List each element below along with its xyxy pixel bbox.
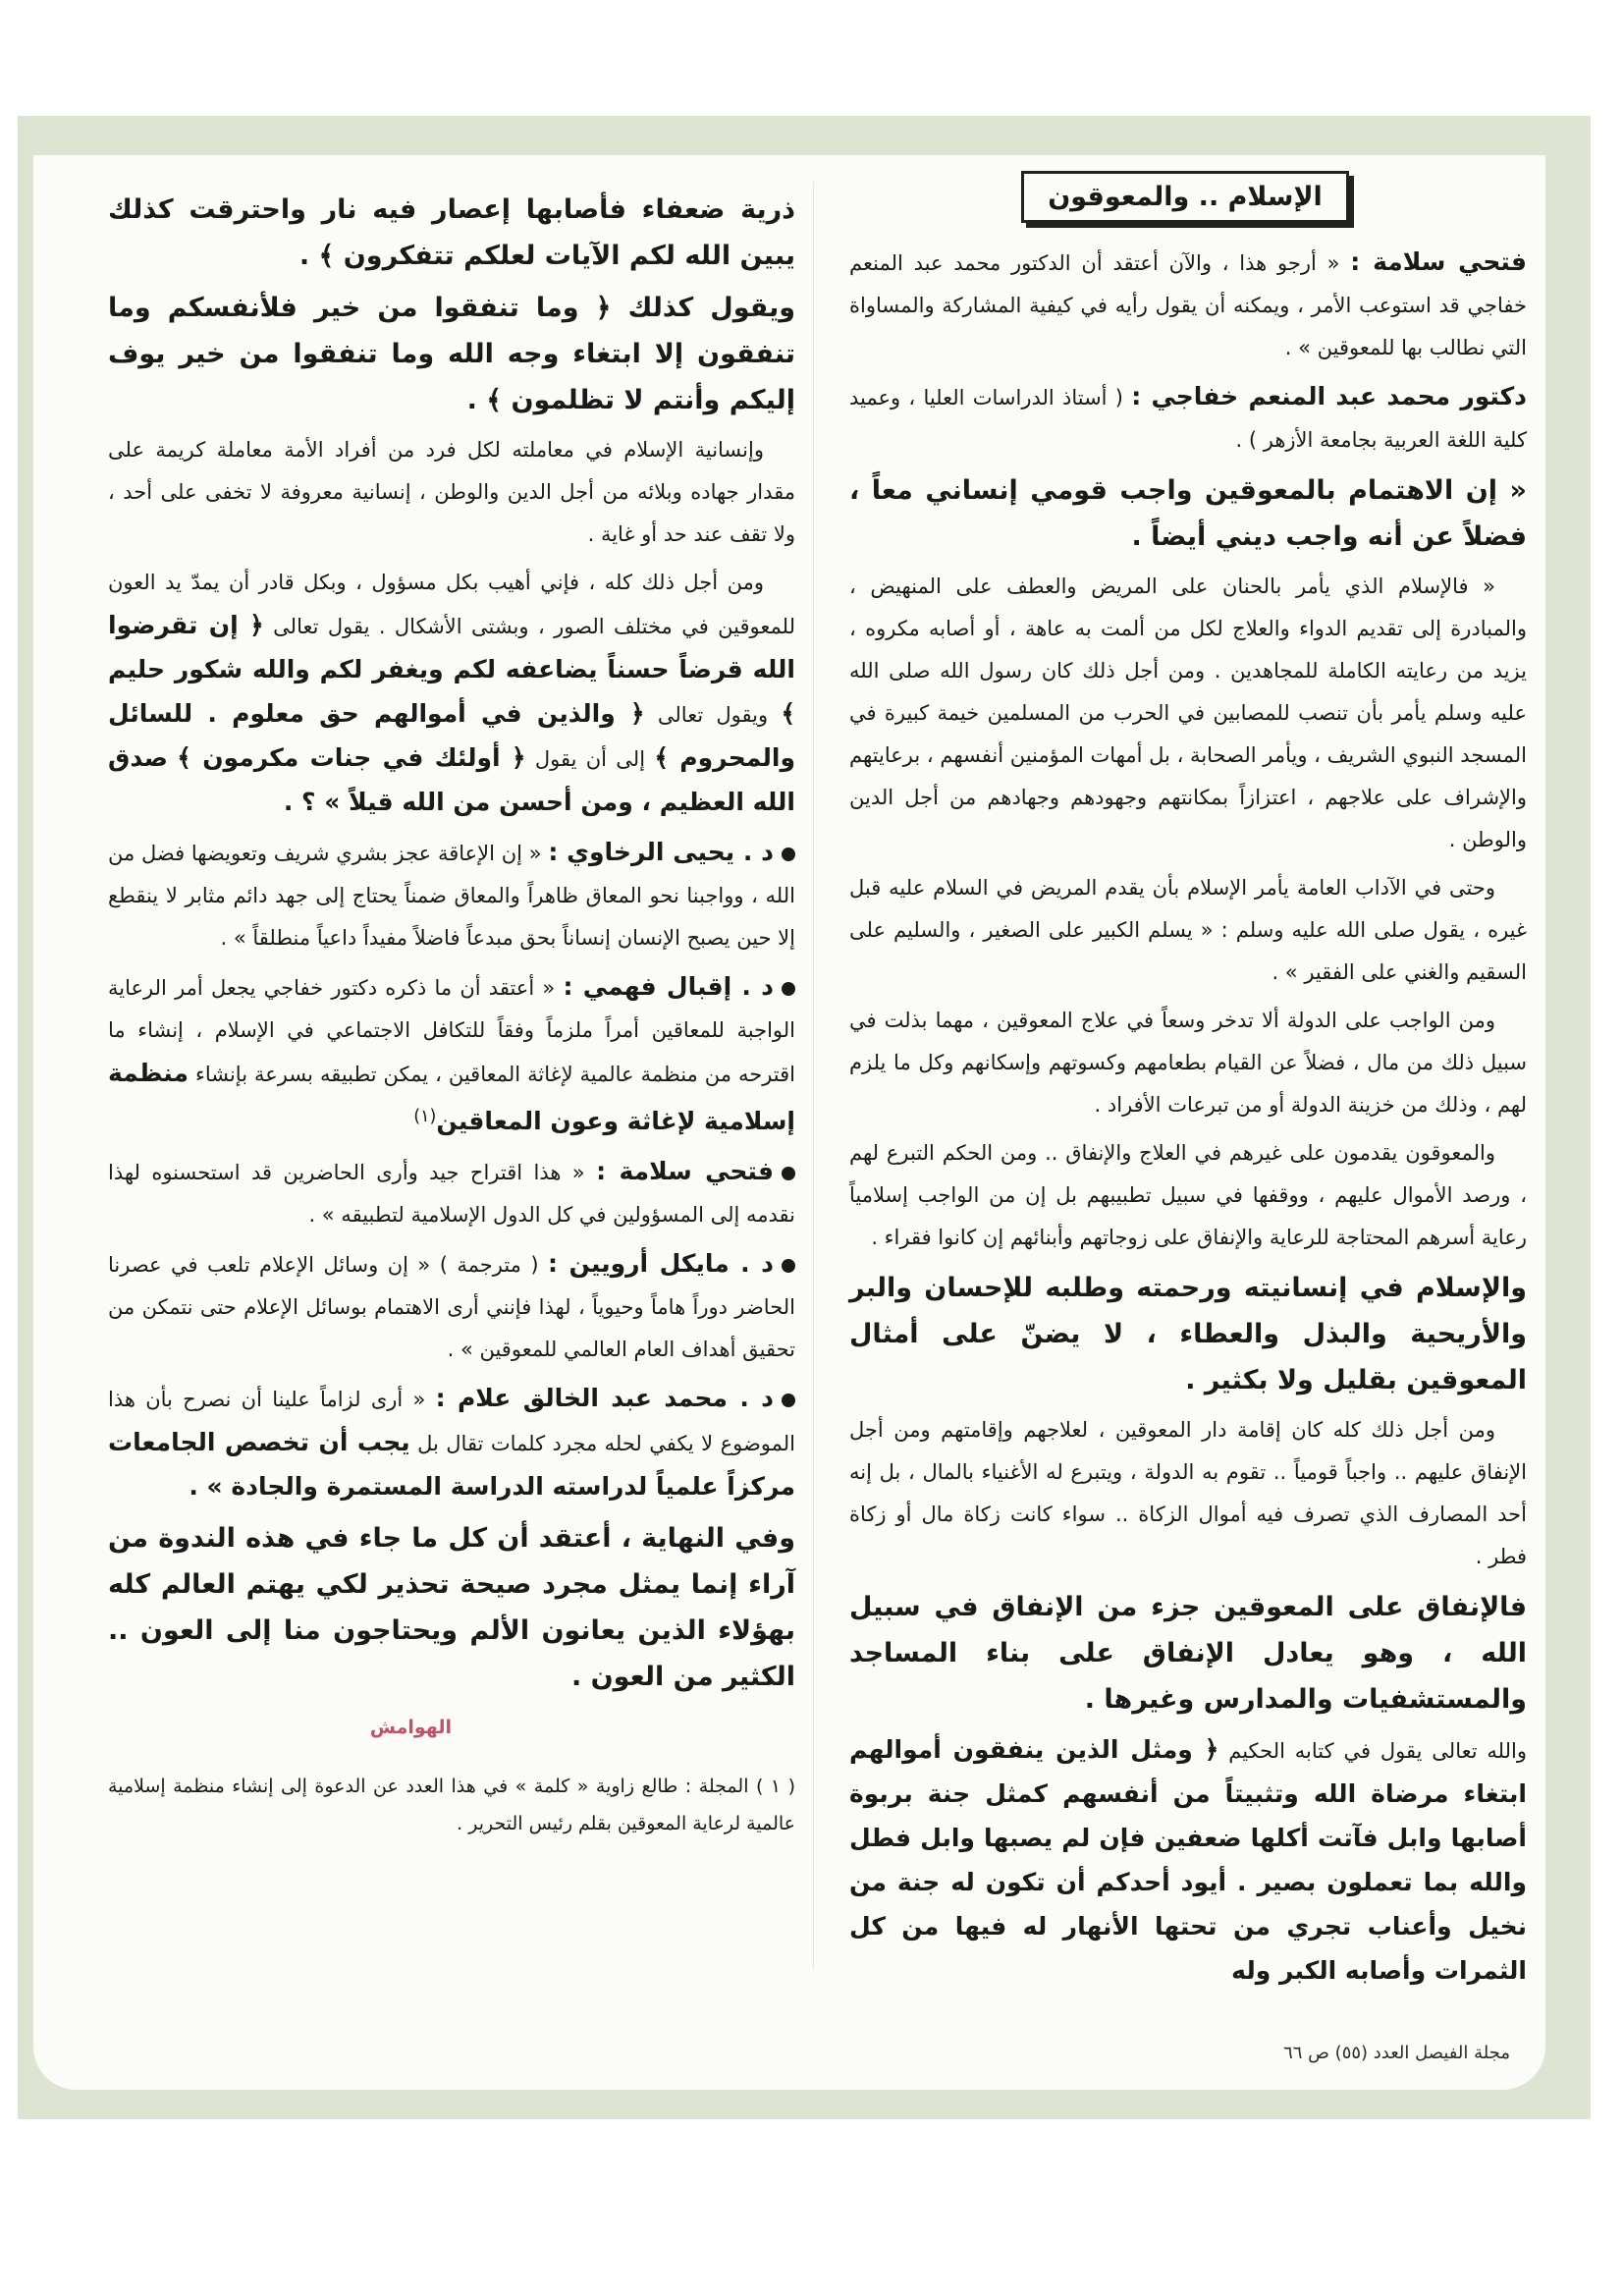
closing-text: صدق الله العظيم ، ومن أحسن من الله قيلاً » ؟ . [108, 743, 795, 816]
speaker-paragraph [108, 965, 795, 1144]
paragraph-text: « إن الإعاقة عجز بشري شريف وتعويضها فضل من الله ، وواجبنا نحو المعاق ظاهراً والمعاق ضمناً يحتاج إلى جهد دائم مثابر لا ينقطع إلا حين يصبح الإنسان إنساناً بحق مبدعاً فاضلاً مفيداً داعياً منطلقاً » . [108, 842, 795, 950]
paragraph-text: « أرى لزاماً علينا أن نصرح بأن هذا الموضوع لا يكفي لحله مجرد كلمات تقال بل [108, 1388, 795, 1455]
quran-quote: ﴿ إن تقرضوا الله قرضاً حسناً يضاعفه لكم ويغفر لكم والله شكور حليم ﴾ [108, 611, 795, 728]
paragraph [849, 241, 1527, 369]
paragraph [849, 375, 1527, 462]
left-column [108, 187, 795, 1706]
speaker-name: فتحي سلامة : [1350, 247, 1527, 276]
speaker-name: دكتور محمد عبد المنعم خفاجي : [1131, 382, 1527, 410]
paragraph: ومن أجل ذلك كله كان إقامة دار المعوقين ، لعلاجهم وإقامتهم ومن أجل الإنفاق عليهم .. واجباً قومياً .. تقوم به الدولة ، ويتبرع له الأغنياء بالمال ، بل إنه أحد المصارف الذي تصرف فيه أموال الزكاة .. سواء كانت زكاة مال أو زكاة فطر . [849, 1418, 1527, 1568]
quran-quote: ﴿ والذين في أموالهم حق معلوم . للسائل والمحروم ﴾ [108, 699, 795, 772]
highlight-paragraph: ويقول كذلك ﴿ وما تنفقوا من خير فلأنفسكم وما تنفقون إلا ابتغاء وجه الله وما تنفقوا من خير يوف إليكم وأنتم لا تظلمون ﴾ . [108, 293, 795, 415]
right-column [849, 167, 1527, 1999]
paragraph-text: ( مترجمة ) « إن وسائل الإعلام تلعب في عصرنا الحاضر دوراً هاماً وحيوياً ، لهذا فإنني أرى الاهتمام بوسائل الإعلام حتى نتمكن من تحقيق أهداف العام العالمي للمعوقين » . [108, 1253, 795, 1361]
highlight-paragraph: « إن الاهتمام بالمعوقين واجب قومي إنساني معاً ، فضلاً عن أنه واجب ديني أيضاً . [849, 475, 1527, 552]
title-wrap [849, 167, 1527, 241]
bullet-icon [782, 847, 795, 861]
quran-quote: ﴿ ومثل الذين ينفقون أموالهم ابتغاء مرضاة الله وتثبيتاً من أنفسهم كمثل جنة بربوة أصابها وابل فآتت أكلها ضعفين فإن لم يصبها وابل فطل والله بما تعملون بصير . أيود أحدكم أن تكون له جنة من نخيل وأعناب تجري من تحتها الأنهار له فيها من كل الثمرات وأصابه الكبر وله [849, 1735, 1527, 1985]
paragraph-text: ومن أجل ذلك كله ، فإني أهيب بكل مسؤول ، وبكل قادر أن يمدّ يد العون للمعوقين في مختلف الصور ، وبشتى الأشكال . يقول تعالى [108, 571, 795, 638]
quran-quote: ﴿ أولئك في جنات مكرمون ﴾ [177, 743, 526, 772]
conclusion-paragraph: وفي النهاية ، أعتقد أن كل ما جاء في هذه الندوة من آراء إنما يمثل مجرد صيحة تحذير لكي يهتم العالم كله بهؤلاء الذين يعانون الألم ويحتاجون منا إلى العون .. الكثير من العون . [108, 1523, 795, 1692]
paragraph: « فالإسلام الذي يأمر بالحنان على المريض والعطف على المنهيض ، والمبادرة إلى تقديم الدواء والعلاج لكل من ألمت به عاهة ، أو أصابه مكروه ، يزيد من رعايته الكاملة للمجاهدين . ومن أجل ذلك كان رسول الله صلى الله عليه وسلم يأمر بأن تنصب للمصابين في الحرب من المسلمين خيمة كبيرة في المسجد النبوي الشريف ، ويأمر الصحابة ، بل أمهات المؤمنين أنفسهم ، برعايتهم والإشراف على علاجهم ، اعتزازاً بمكانتهم وجهودهم وجهادهم من أجل الدين والوطن . [849, 574, 1527, 851]
page-footer: مجلة الفيصل العدد (٥٥) ص ٦٦ [1283, 2043, 1510, 2063]
footnote-text: ( ١ ) المجلة : طالع زاوية « كلمة » في هذا العدد عن الدعوة إلى إنشاء منظمة إسلامية عالمية لرعاية المعوقين بقلم رئيس التحرير . [108, 1776, 796, 1834]
paragraph: وإنسانية الإسلام في معاملته لكل فرد من أفراد الأمة معاملة كريمة على مقدار جهاده وبلائه من أجل الدين والوطن ، إنسانية معروفة لا تخفى على أحد ، ولا تقف عند حد أو غاية . [108, 438, 795, 546]
speaker-paragraph [108, 1377, 795, 1509]
column-divider [813, 182, 814, 1969]
speaker-name: د . إقبال فهمي : [563, 972, 774, 1001]
bullet-icon [782, 982, 795, 996]
paragraph-text: « أرجو هذا ، والآن أعتقد أن الدكتور محمد عبد المنعم خفاجي قد استوعب الأمر ، ويمكنه أن يقول رأيه في كيفية المشاركة والمساواة التي نطالب بها للمعوقين » . [849, 251, 1527, 359]
speaker-paragraph [108, 831, 795, 959]
paragraph [849, 1728, 1527, 1994]
speaker-name: د . مايكل أرويين : [548, 1249, 774, 1278]
article-title: الإسلام .. والمعوقون [1021, 171, 1349, 223]
bullet-icon [782, 1167, 795, 1180]
paragraph: والمعوقون يقدمون على غيرهم في العلاج والإنفاق .. ومن الحكم التبرع لهم ، ورصد الأموال عليهم ، ووقفها في سبيل تطبيبهم بل إن من الواجب إسلامياً رعاية أسرهم المحتاجة للرعاية والإنفاق على زوجاتهم وأبنائهم إن كانوا فقراء . [849, 1141, 1527, 1249]
bold-text: يجب أن تخصص الجامعات مركزاً علمياً لدراسته الدراسة المستمرة والجادة » . [108, 1428, 795, 1501]
highlight-paragraph: والإسلام في إنسانيته ورحمته وطلبه للإحسان والبر والأريحية والبذل والعطاء ، لا يضنّ على أمثال المعوقين بقليل ولا بكثير . [849, 1273, 1527, 1395]
paragraph-text: والله تعالى يقول في كتابه الحكيم [1228, 1739, 1527, 1763]
footnote-ref: (١) [413, 1107, 437, 1126]
bullet-icon [782, 1394, 795, 1407]
footnotes-title: الهوامش [369, 1717, 452, 1738]
speaker-name: د . محمد عبد الخالق علام : [435, 1384, 774, 1412]
bullet-icon [782, 1259, 795, 1273]
speaker-name: فتحي سلامة : [596, 1157, 774, 1185]
paragraph-text: « هذا اقتراح جيد وأرى الحاضرين قد استحسنوه لهذا نقدمه إلى المسؤولين في كل الدول الإسلامية لتطبيقه » . [108, 1161, 795, 1227]
paragraph-text: ويقول تعالى [657, 703, 769, 727]
speaker-paragraph [108, 1242, 795, 1371]
highlight-paragraph: ذرية ضعفاء فأصابها إعصار فيه نار واحترقت كذلك يبين الله لكم الآيات لعلكم تتفكرون ﴾ . [108, 194, 795, 271]
paragraph-text: ( أستاذ الدراسات العليا ، وعميد كلية اللغة العربية بجامعة الأزهر ) . [849, 386, 1527, 452]
bold-text: منظمة إسلامية لإغاثة وعون المعاقين [108, 1059, 795, 1135]
paragraph: وحتى في الآداب العامة يأمر الإسلام بأن يقدم المريض في السلام عليه قبل غيره ، يقول صلى الله عليه وسلم : « يسلم الكبير على الصغير ، والسليم على السقيم والغني على الفقير » . [849, 876, 1527, 984]
paragraph-text: « أعتقد أن ما ذكره دكتور خفاجي يجعل أمر الرعاية الواجبة للمعاقين أمراً ملزماً وفقاً للتكافل الاجتماعي في الإسلام ، إنشاء ما اقترحه من منظمة عالمية لإغاثة المعاقين ، يمكن تطبيقه بسرعة بإنشاء [108, 976, 795, 1086]
paragraph [108, 562, 795, 825]
paragraph-text: إلى أن يقول [534, 747, 646, 771]
speaker-name: د . يحيى الرخاوي : [548, 838, 774, 866]
paragraph: ومن الواجب على الدولة ألا تدخر وسعاً في علاج المعوقين ، مهما بذلت في سبيل ذلك من مال ، فضلاً عن القيام بطعامهم وكسوتهم وإسكانهم وكل ما يلزم لهم ، وذلك من خزينة الدولة أو من تبرعات الأفراد . [849, 1009, 1527, 1117]
speaker-paragraph [108, 1150, 795, 1236]
highlight-paragraph: فالإنفاق على المعوقين جزء من الإنفاق في سبيل الله ، وهو يعادل الإنفاق على بناء المساجد والمستشفيات والمدارس وغيرها . [849, 1592, 1527, 1715]
